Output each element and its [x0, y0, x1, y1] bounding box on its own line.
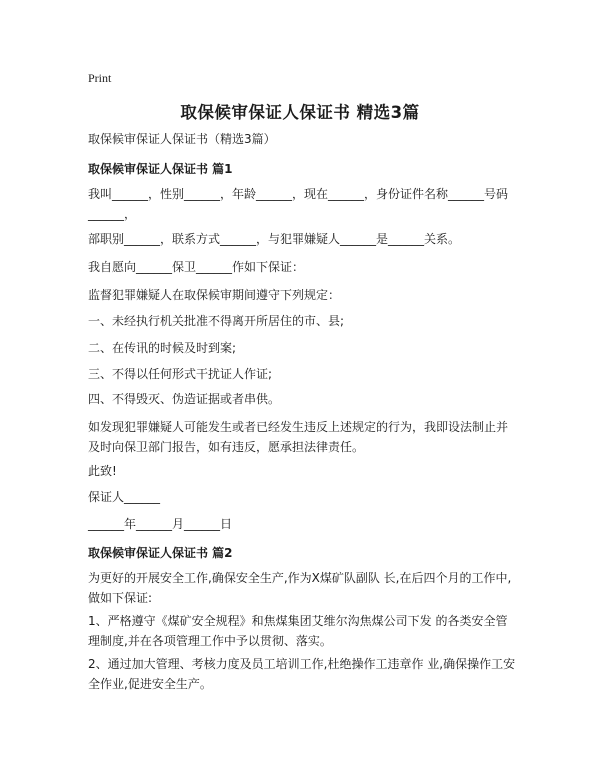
s2-item-1: 1、严格遵守《煤矿安全规程》和焦煤集团艾维尔沟焦煤公司下发 的各类安全管理制度,并在各项管理工作中予以贯彻、落实。: [88, 614, 508, 648]
print-label[interactable]: Print: [88, 71, 112, 85]
s1-relation-line: 部职别______，联系方式______，与犯罪嫌疑人______是______关系。: [88, 232, 461, 246]
s1-rule-4: 四、不得毁灭、伪造证据或者串供。: [88, 392, 281, 406]
s1-salutation: 此致!: [88, 464, 117, 478]
section1-heading: 取保候审保证人保证书 篇1: [88, 162, 233, 176]
s1-date-line: ______年______月______日: [88, 517, 233, 531]
section2-heading: 取保候审保证人保证书 篇2: [88, 546, 233, 560]
s1-rule-3: 三、不得以任何形式干扰证人作证;: [88, 367, 273, 381]
s1-report-paragraph: 如发现犯罪嫌疑人可能发生或者已经发生违反上述规定的行为，我即设法制止并及时向保卫部门报告，如有违反，愿承担法律责任。: [88, 420, 509, 454]
s1-personal-info-line: 我叫______，性别______，年龄______，现在______，身份证件名称______号码______，: [88, 187, 509, 221]
s1-rule-1: 一、未经执行机关批准不得离开所居住的市、县;: [88, 314, 345, 328]
s1-supervise-line: 监督犯罪嫌疑人在取保候审期间遵守下列规定：: [88, 288, 341, 302]
s2-intro-paragraph: 为更好的开展安全工作,确保安全生产,作为X煤矿队副队 长,在后四个月的工作中,做如下保证:: [88, 571, 512, 605]
document-title: 取保候审保证人保证书 精选3篇: [180, 103, 420, 122]
s2-item-2: 2、通过加大管理、考核力度及员工培训工作,杜绝操作工违章作 业,确保操作工安全作业,促进安全生产。: [88, 657, 516, 691]
s1-rule-2: 二、在传讯的时候及时到案;: [88, 341, 237, 355]
s1-voluntary-line: 我自愿向______保卫______作如下保证：: [88, 260, 305, 274]
document-subtitle: 取保候审保证人保证书（精选3篇）: [88, 132, 276, 146]
s1-guarantor-line: 保证人______: [88, 490, 161, 504]
